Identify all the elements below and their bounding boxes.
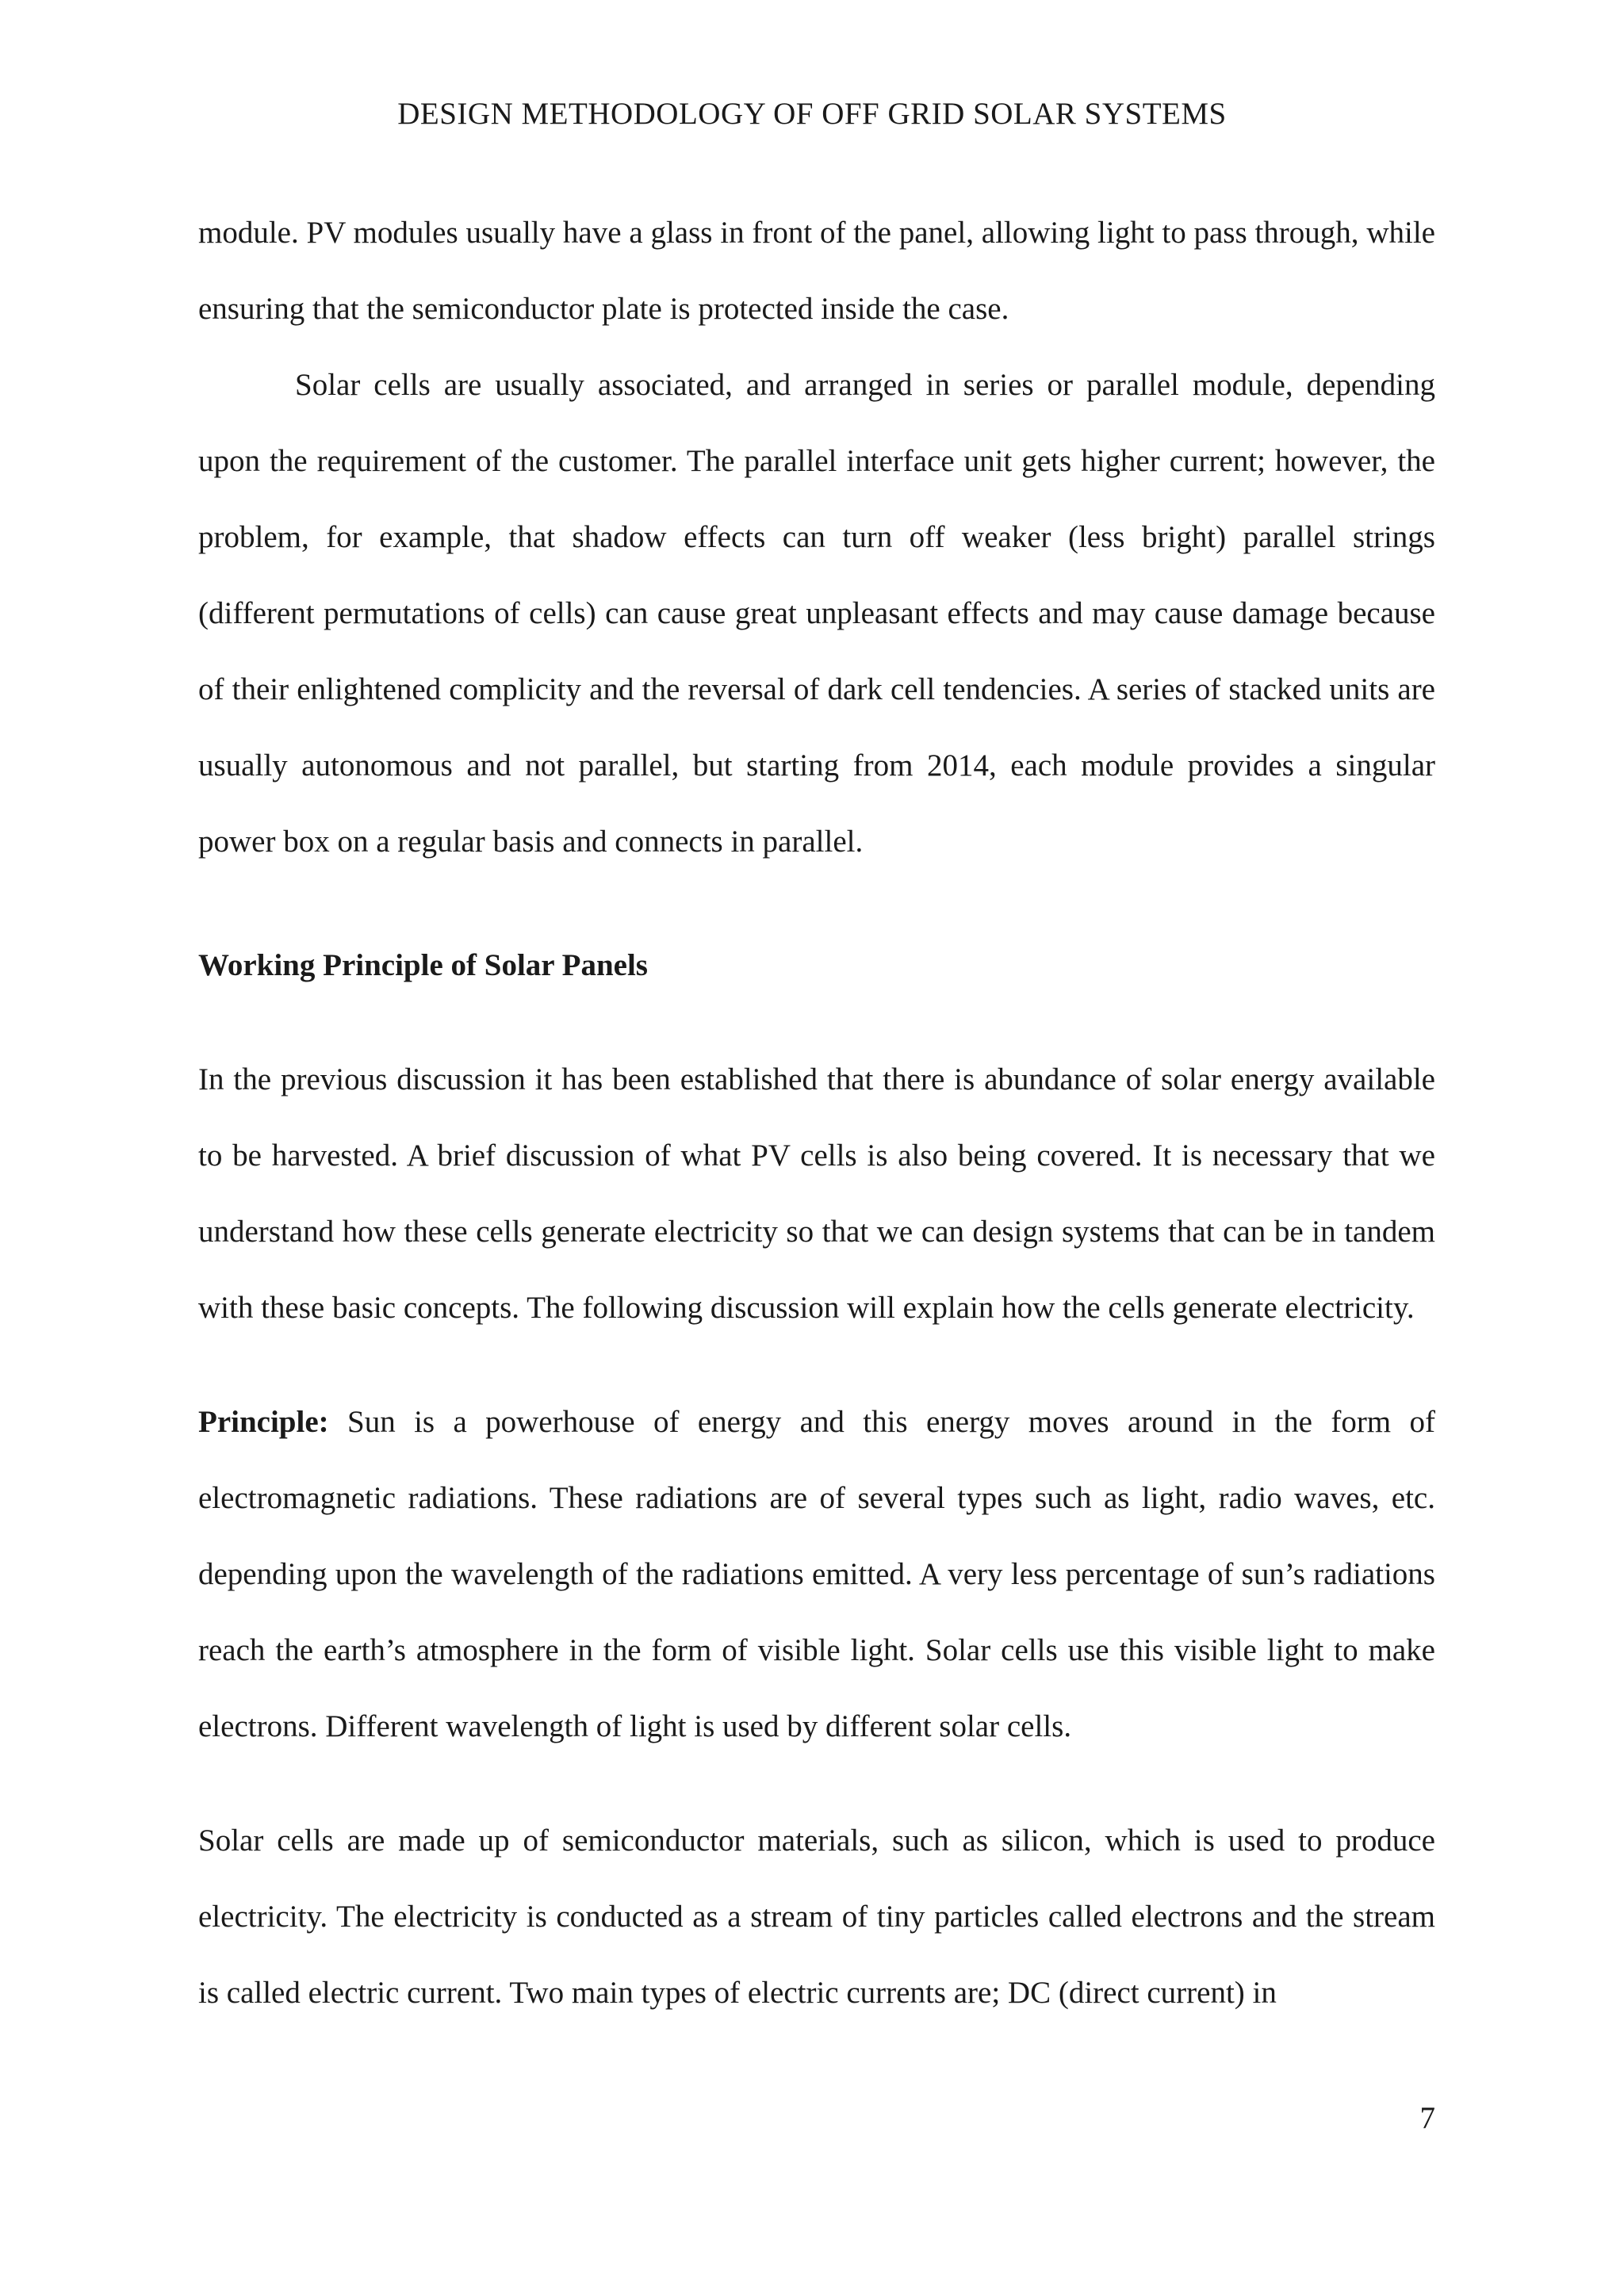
body-text: [198, 195, 1435, 2031]
principle-text: Sun is a powerhouse of energy and this energy moves around in the form of electromagnetic radiations. These radiations are of several types such as light, radio waves, etc. depending upon the wavelength of the radiations emitted. A very less percentage of sun’s radiations reach the earth’s atmosphere in the form of visible light. Solar cells use this visible light to make electrons. Different wavelength of light is used by different solar cells.: [198, 1405, 1436, 1743]
running-head: DESIGN METHODOLOGY OF OFF GRID SOLAR SYSTEMS: [397, 97, 1227, 131]
paragraph-continuation: module. PV modules usually have a glass in front of the panel, allowing light to pass through, while ensuring that the semiconductor plate is protected inside the case.: [198, 216, 1435, 326]
spacer: [198, 880, 1435, 928]
page-number: 7: [1419, 2101, 1435, 2135]
spacer: [198, 1765, 1435, 1803]
spacer: [198, 1346, 1435, 1384]
paragraph-intro: In the previous discussion it has been established that there is abundance of solar energy available to be harvested. A brief discussion of what PV cells is also being covered. It is necessary that we understand how these cells generate electricity so that we can design systems that can be in tandem with these basic concepts. The following discussion will explain how the cells generate electricity.: [198, 1062, 1435, 1325]
section-heading: Working Principle of Solar Panels: [198, 948, 648, 982]
spacer: [198, 1004, 1435, 1042]
paragraph-principle: [198, 1384, 1435, 1765]
paragraph-series-parallel: Solar cells are usually associated, and arranged in series or parallel module, depending upon the requirement of the customer. The parallel interface unit gets higher current; however, the problem, for example, that shadow effects can turn off weaker (less bright) parallel strings (different permutations of cells) can cause great unpleasant effects and may cause damage because of their enlightened complicity and the reversal of dark cell tendencies. A series of stacked units are usually autonomous and not parallel, but starting from 2014, each module provides a singular power box on a regular basis and connects in parallel.: [198, 368, 1435, 859]
principle-label: Principle:: [198, 1405, 329, 1439]
paragraph-semiconductor: Solar cells are made up of semiconductor materials, such as silicon, which is used to produce electricity. The electricity is conducted as a stream of tiny particles called electrons and the stream is called electric current. Two main types of electric currents are; DC (direct current) in: [198, 1823, 1435, 2010]
